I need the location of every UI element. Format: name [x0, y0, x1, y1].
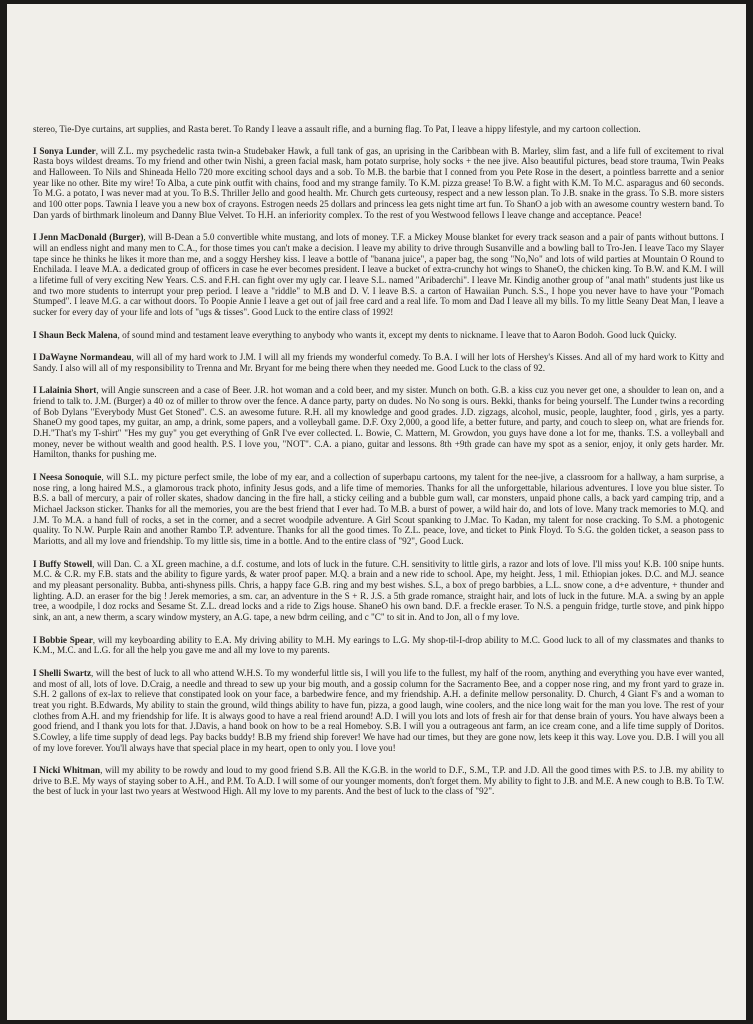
will-author: I Bobbie Spear — [33, 634, 93, 645]
will-buffy-stowell — [33, 559, 724, 623]
will-text: , will S.L. my picture perfect smile, the lobe of my ear, and a collection of superbapu cartoons, my talent for the nee-jive, a classroom for a hallway, a ham surprise, a nose ring, a long haired M.S., a glamorous track photo, infinity Jesus gods, and a life time of memories. Thanks for all the unforgettable, hilarious adventures. I love you blue sister. To B.S. a ball of mercury, a pair of roller skates, shadow dancing in the fire hall, a sticky ceiling and a bubble gum wall, car monsters, unpaid phone calls, a back yard camping trip, and a Michael Jackson sticker. Thanks for all the memories, you are the best friend that I ever had. To M.B. a burst of power, a wild hair do, and lots of love. Many track memories to M.Q. and J.M. To M.A. a hand full of rocks, a set in the corner, and a secret woodpile adventure. A Girl Scout spanking to J.Mac. To Kadan, my talent for nose cracking. To S.M. a photogenic quality. To N.W. Purple Rain and another Rambo T.P. adventure. Thanks for all the good times. To Z.L. peace, love, and ticket to Pink Floyd. To S.G. the golden ticket, a season pass to Mariotts, and all my love and friendship. To my little sis, time in a bottle. And to the entire class of "92", Good Luck. — [33, 472, 724, 546]
will-text: , will B-Dean a 5.0 convertible white mustang, and lots of money. T.F. a Mickey Mouse blanket for every track season and a pair of pants without buttons. I will an endless night and many men to C.A., for those times you can't make a decision. I leave my ability to drive through Susanville and a bowling ball to Tro-Jen. I leave Taco my Slayer tape since he thinks he likes it more than me, and a soggy Hershey kiss. I leave a bottle of "banana juice", a paper bag, the song "No,No" and lots of wild parties at Mountain O Round to Enchilada. I leave M.A. a dedicated group of officers in case he ever becomes president. I leave a bucket of extra-crunchy hot wings to ShaneO, the chicken king. To B.W. and K.M. I will a lifetime full of very exciting New Years. C.S. and F.H. can fight over my ugly car. I leave S.L. named "Aribaderchi". I leave Mr. Kindig another group of "anal math" students just like us and two more students to interrupt your prep period. I leave a "riddle" to M.B and D. V. I leave B.S. a carton of Hawaiian Punch. S.S., I hope you never have to have your "Pomach Stumped". I leave M.G. a car without doors. To Poopie Annie I leave a get out of jail free card and a real life. To mom and Dad I leave all my bills. To my little Seany Deat Man, I leave a sucker for every day of your life and lots of "ugs & tisses". Good Luck to the entire class of 1992! — [33, 232, 724, 317]
will-author: I Shelli Swartz — [33, 667, 92, 678]
will-dawayne-normandeau — [33, 352, 724, 373]
will-author: I Sonya Lunder — [33, 145, 96, 156]
will-text: , will Angie sunscreen and a case of Beer. J.R. hot woman and a cold beer, and my sister. Munch on both. G.B. a kiss cuz you never get one, a shoulder to lean on, and a friend to talk to. J.M. (Burger) a 40 oz of miller to throw over the fence. A dance party, party on dudes. No No song is ours. Bekki, thanks for being yourself. The Lunder twins a recording of Bob Dylans "Everybody Must Get Stoned". C.S. an awesome future. R.H. all my knowledge and good grades. J.D. zigzags, alcohol, music, people, laughter, food , girls, yes a party. ShaneO my good tapes, my guitar, an amp, a drink, some papers, and a volleyball game. D.F. Oxy 2,000, a good life, a better future, and party, and couch to sleep on, what are friends for. D.H."That's my T-shirt" "Hes my guy" you get everything of GnR I've ever collected. L. Bowie, C. Mattern, M. Growdon, you guys have done a lot for me, thanks. T.S. a volleyball and money, never be without wealth and good health. P.S. I love you, "NOT". C.A. a piano, guitar and lessons. 8th +9th grade can have my spot as a senior, enjoy, it only gets harder. Mr. Hamilton, thanks for pushing me. — [33, 385, 724, 460]
will-author: I Shaun Beck Malena — [33, 329, 118, 340]
will-text: , will Dan. C. a XL green machine, a d.f. costume, and lots of luck in the future. C.H. sensitivity to little girls, a razor and lots of love. I'll miss you! K.B. 100 snipe hunts. M.C. & C.R. my F.B. stats and the ability to figure yards, & water proof paper. M.Q. a brain and a new ride to school. Ape, my height. Jess, 1 mil. Ethiopian jokes. D.C. and M.J. seance and my pleasant personality. Bubba, anti-shyness pills. Chris, a happy face G.B. ring and my best wishes. S.L, a box of prego barbbies, a L.L. snow cone, a d+e adventure, + thunder and lighting. A.D. an eraser for the big ! Jerek memories, a sm. car, an adventure in the S + R. J.S. a 5th grade romance, straight hair, and lots of luck in the future. M.A. a swing by an apple tree, a woodpile, l doz rocks and Sesame St. Z.L. dread locks and a ride to Zigs house. ShaneO his own band. D.F. a freckle eraser. To N.S. a penguin fridge, turtle stove, and pink hippo sink, an ant, a new therm, a scary window mystery, an A.G. tape, a new bdrm ceiling, and c "C" to sit in. And to Jon, all o f my love. — [33, 558, 724, 622]
will-sonya-lunder — [33, 146, 724, 221]
will-author: I DaWayne Normandeau — [33, 352, 132, 363]
will-lalainia-short — [33, 385, 724, 460]
will-author: I Jenn MacDonald (Burger) — [33, 232, 144, 243]
will-shaun-beck-malena — [33, 330, 724, 341]
will-text: , will all of my hard work to J.M. I will all my friends my wonderful comedy. To B.A. I will her lots of Hershey's Kisses. And all of my hard work to Kitty and Sandy. I also will all of my responsibility to Trenna and Mr. Bryant for me being there when they needed me. Good Luck to the class of 92. — [33, 352, 724, 373]
will-shelli-swartz — [33, 668, 724, 753]
will-continuation — [33, 124, 724, 135]
will-author: I Neesa Sonoquie — [33, 472, 102, 483]
will-text: , will my keyboarding ability to E.A. My driving ability to M.H. My earings to L.G. My shop-til-I-drop ability to M.C. Good luck to all of my classmates and thanks to K.M., M.C. and L.G. for all the help you gave me and all my love to my parents. — [33, 634, 724, 656]
will-author: I Lalainia Short — [33, 385, 97, 396]
yearbook-page — [7, 4, 746, 1020]
will-text: , will my ability to be rowdy and loud to my good friend S.B. All the K.G.B. in the world to D.F., S.M., T.P. and J.D. All the good times with P.S. to J.B. my ability to drive to B.E. My ways of staying sober to A.H., and P.M. To A.D. I will some of our younger moments, don't forget them. My ability to fight to J.B. and M.E. A new cough to B.B. To T.W. the best of luck in your last two years at Westwood High. All my love to my parents. And the best of luck to the class of "92". — [33, 765, 724, 797]
will-bobbie-spear — [33, 635, 724, 656]
will-nicki-whitman — [33, 765, 724, 797]
will-text: stereo, Tie-Dye curtains, art supplies, and Rasta beret. To Randy I leave a assault rifle, and a burning flag. To Pat, I leave a hippy lifestyle, and my cartoon collection. — [33, 124, 641, 134]
will-jenn-macdonald — [33, 232, 724, 317]
class-wills-text — [33, 124, 724, 809]
will-text: , of sound mind and testament leave everything to anybody who wants it, except my dents to nickname. I leave that to Aaron Bodoh. Good luck Quicky. — [117, 329, 677, 340]
will-author: I Buffy Stowell — [33, 558, 93, 569]
will-author: I Nicki Whitman — [33, 765, 101, 776]
will-text: , will Z.L. my psychedelic rasta twin-a Studebaker Hawk, a full tank of gas, an uprising in the Caribbean with B. Marley, slim fast, and a life full of excitement to rival Rasta boys wildest dreams. To my friend and other twin Nishi, a green facial mask, ham potato surprise, holy socks + the nee jive. Also beautiful pictures, bead store trauma, Twin Peaks and Halloween. To Nils and Shineada Hello 720 more exciting school days and a sob. To M.B. the barbie that I conned from you Pete Rose in the desert, a pointless barrette and a senior year like no other. Bite my wire! To Alba, a cute pink outfit with chains, food and my strange family. To K.M. pizza grease! To B.W. a fight with K.M. To M.C. asparagus and 60 seconds. To M.G. a potato, I was never mad at you. To B.S. Thriller Jello and good health. Mr. Church gets curteousy, respect and a new lesson plan. To J.B. snake in the grass. To S.B. more sisters and 100 otter pops. Tawnia I leave you a new box of crayons. Estrogen needs 25 dollars and princess lea gets night time art fun. To ShanO a job with an awesome country western band. To Dan yards of birthmark linoleum and Danny Blue Velvet. To H.H. an inferiority complex. To the rest of you Westwood fellows I leave change and acceptance. Peace! — [33, 145, 724, 220]
will-text: , will the best of luck to all who attend W.H.S. To my wonderful little sis, I will you life to the fullest, my half of the room, anything and everything you have ever wanted, and most of all, lots of love. D.Craig, a needle and thread to sew up your big mouth, and a gossip column for the Sacramento Bee, and a copper nose ring, and my front yard to graze in. S.H. 2 gallons of ex-lax to relieve that constipated look on your face, a barbedwire fence, and my friendship. A.H. a definite mellow personality. D. Church, 4 Giant F's and a woman to treat you right. B.Edwards, My ability to stain the ground, wild things ability to have fun, pizza, a good laugh, wine coolers, and the nice long wait for the man you love. The rest of your clothes from A.H. and my friendship for life. It is always good to have a real friend around! A.D. I will you lots and lots of fresh air for that dense brain of yours. You have always been a good friend, and I thank you lots for that. J.Davis, a hand book on how to be a real Homeboy. S.B. I will you a outrageous ant farm, an ice cream cone, and a life time supply of Doritos. S.Cowley, a life time supply of dead legs. Pay backs buddy! B.B my friend ship forever! We have had our times, but they are gone now, lets keep it this way. Love you. D.B. I will you all of my love forever. You'll always have that special place in my heart, open to only you. I love you! — [33, 667, 724, 753]
will-neesa-sonoquie — [33, 472, 724, 547]
